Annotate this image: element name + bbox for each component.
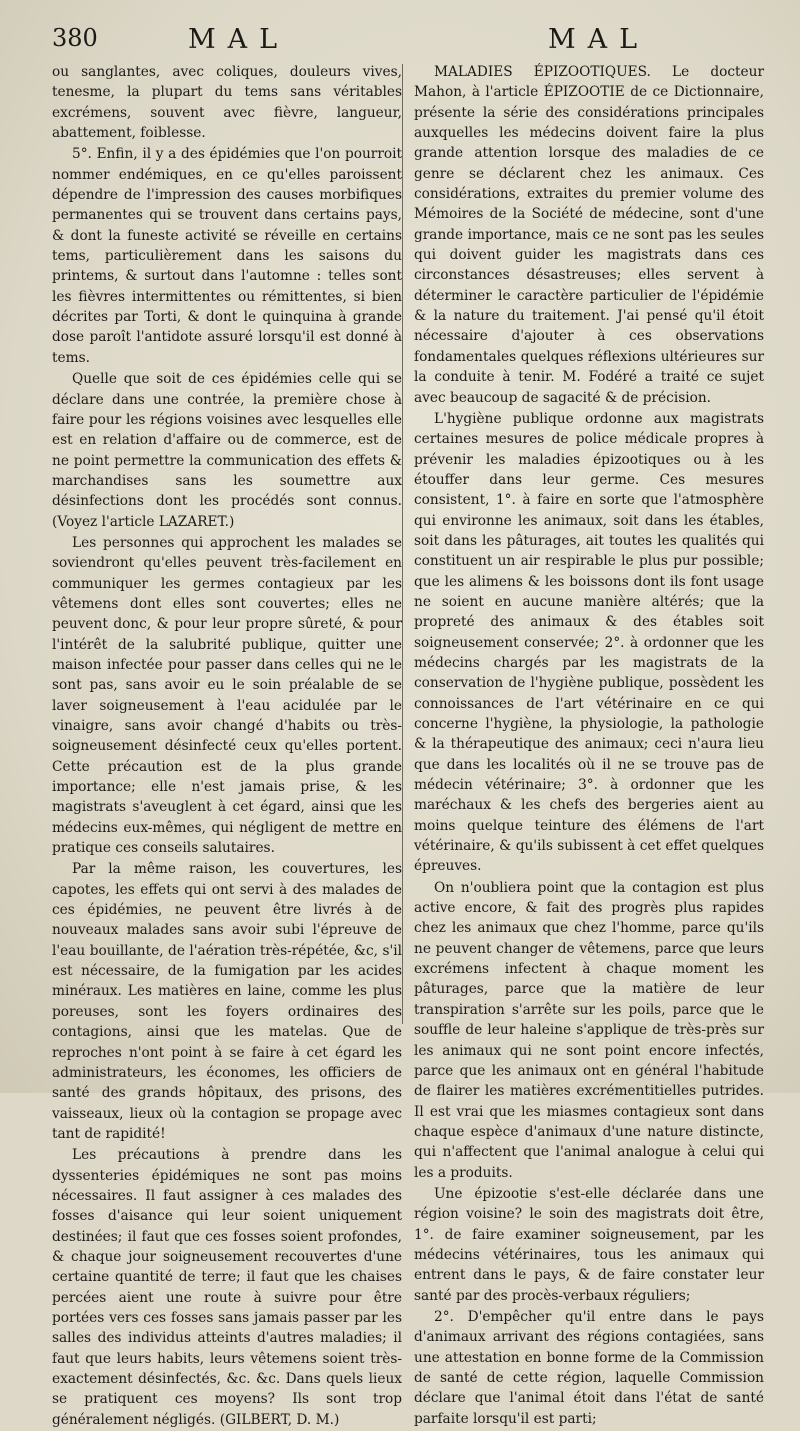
paragraph: MALADIES ÉPIZOOTIQUES. Le docteur Mahon, à l'article ÉPIZOOTIE de ce Dictionnaire, présente la série des considérations principales auxquelles les médecins doivent faire la plus grande attention lorsque des maladies de ce genre se déclarent chez les animaux. Ces considérations, extraites du premier volume des Mémoires de la Société de médecine, sont d'une grande importance, mais ce ne sont pas les seules qui doivent guider les magistrats dans ces circonstances désastreuses; elles servent à déterminer le caractère particulier de l'épidémie & la nature du traitement. J'ai pensé qu'il étoit nécessaire d'ajouter à ces observations fondamentales quelques réflexions ultérieures sur la conduite à tenir. M. Fodéré a traité ce sujet avec beaucoup de sagacité & de précision. [414,64,764,406]
paragraph: 2°. D'empêcher qu'il entre dans le pays d'animaux arrivant des régions contagiées, sans une attestation en bonne forme de la Commission de santé de cette région, laquelle Commission déclare que l'animal étoit dans l'état de santé parfaite lorsqu'il est parti; [414,1308,764,1427]
running-head-right: MAL [548,24,650,55]
paragraph: Une épizootie s'est-elle déclarée dans une région voisine? le soin des magistrats doit être, 1°. de faire examiner soigneusement, par les médecins vétérinaires, tous les animaux qui entrent dans le pays, & de faire constater leur santé par des procès-verbaux réguliers; [414,1185,764,1304]
column-divider [402,64,403,1024]
paragraph: Quelle que soit de ces épidémies celle qui se déclare dans une contrée, la première chose à faire pour les régions voisines avec lesquelles elle est en relation d'affaire ou de commerce, est de ne point permettre la communication des effets & marchandises sans les soumettre aux désinfections dont les procédés sont connus. (Voyez l'article LAZARET.) [52,371,402,530]
paragraph: 5°. Enfin, il y a des épidémies que l'on pourroit nommer endémiques, en ce qu'elles paroissent dépendre de l'impression des causes morbifiques permanentes qui se trouvent dans certains pays, & dont la funeste activité se réveille en certains tems, particulièrement dans les saisons du printems, & surtout dans l'automne : telles sont les fièvres intermittentes ou rémittentes, si bien décrites par Torti, & dont le quinquina à grande dose paroît l'antidote assuré lorsqu'il est donné à tems. [52,146,402,366]
paragraph: Les précautions à prendre dans les dyssenteries épidémiques ne sont pas moins nécessaires. Il faut assigner à ces malades des fosses d'aisance qui leur soient uniquement destinées; il faut que ces fosses soient profondes, & chaque jour soigneusement recouvertes d'une certaine quantité de terre; il faut que les chaises percées aient une route à suivre pour être portées vers ces fosses sans jamais passer par les salles des individus atteints d'autres maladies; il faut que leurs habits, leurs vêtemens soient très-exactement désinfectés, &c. &c. Dans quels lieux se pratiquent ces moyens? Ils sont trop généralement négligés. (GILBERT, D. M.) [52,1147,402,1428]
page-header [0,24,800,58]
paragraph: On n'oubliera point que la contagion est plus active encore, & fait des progrès plus rapides chez les animaux que chez l'homme, parce qu'ils ne peuvent changer de vêtemens, parce que leurs excrémens infectent à chaque moment les pâturages, parce que la matière de leur transpiration s'arrête sur les poils, parce que le souffle de leur haleine s'applique de très-près sur les animaux qui ne sont point encore infectés, parce que les animaux ont en général l'habitude de flairer les matières excrémentitielles putrides. Il est vrai que les miasmes contagieux sont dans chaque espèce d'animaux d'une nature distincte, qui n'affectent que l'animal analogue à celui qui les a produits. [414,879,764,1181]
paragraph: ou sanglantes, avec coliques, douleurs vives, tenesme, la plupart du tems sans véritables excrémens, souvent avec fièvre, langueur, abattement, foiblesse. [52,64,402,142]
left-column [52,62,402,1431]
paragraph: L'hygiène publique ordonne aux magistrats certaines mesures de police médicale propres à prévenir les maladies épizootiques ou à les étouffer dans leur germe. Ces mesures consistent, 1°. à faire en sorte que l'atmosphère qui environne les animaux, soit dans les étables, soit dans les pâturages, ait toutes les qualités qui constituent un air respirable le plus pur possible; que les alimens & les boissons dont ils font usage ne soient en aucune manière altérés; que la propreté des animaux & des étables soit soigneusement conservée; 2°. à ordonner que les médecins chargés par les magistrats de la conservation de l'hygiène publique, possèdent les connoissances de l'art vétérinaire en ce qui concerne l'hygiène, la physiologie, la pathologie & la thérapeutique des animaux; ceci n'aura lieu que dans les localités où il ne se trouve pas de médecin vétérinaire; 3°. à ordonner que les maréchaux & les chefs des bergeries aient au moins quelque teinture des élémens de l'art vétérinaire, & qu'ils subissent à cet effet quelques épreuves. [414,410,764,875]
page-number: 380 [52,24,98,52]
running-head-left: MAL [188,24,290,55]
right-column [414,62,764,1430]
paragraph: Les personnes qui approchent les malades se soviendront qu'elles peuvent très-facilement en communiquer les germes contagieux par les vêtemens dont elles sont couvertes; elles ne peuvent donc, & pour leur propre sûreté, & pour l'intérêt de la salubrité publique, quitter une maison infectée pour passer dans celles qui ne le sont pas, sans avoir eu le soin préalable de se laver soigneusement à l'eau aciduléе par le vinaigre, sans avoir changé d'habits ou très-soigneusement désinfecté ceux qu'elles portent. Cette précaution est de la plus grande importance; elle n'est jamais prise, & les magistrats s'aveuglent à cet égard, ainsi que les médecins eux-mêmes, qui négligent de mettre en pratique ces conseils salutaires. [52,534,402,857]
paragraph: Par la même raison, les couvertures, les capotes, les effets qui ont servi à des malades de ces épidémies, ne peuvent être livrés à de nouveaux malades sans avoir subi l'épreuve de l'eau bouillante, de l'aération très-répétée, &c, s'il est nécessaire, de la fumigation par les acides minéraux. Les matières en laine, comme les plus poreuses, sont les foyers ordinaires des contagions, ainsi que les matelas. Que de reproches n'ont point à se faire à cet égard les administrateurs, les économes, les officiers de santé des grands hôpitaux, des prisons, des vaisseaux, lieux où la contagion se propage avec tant de rapidité! [52,861,402,1142]
